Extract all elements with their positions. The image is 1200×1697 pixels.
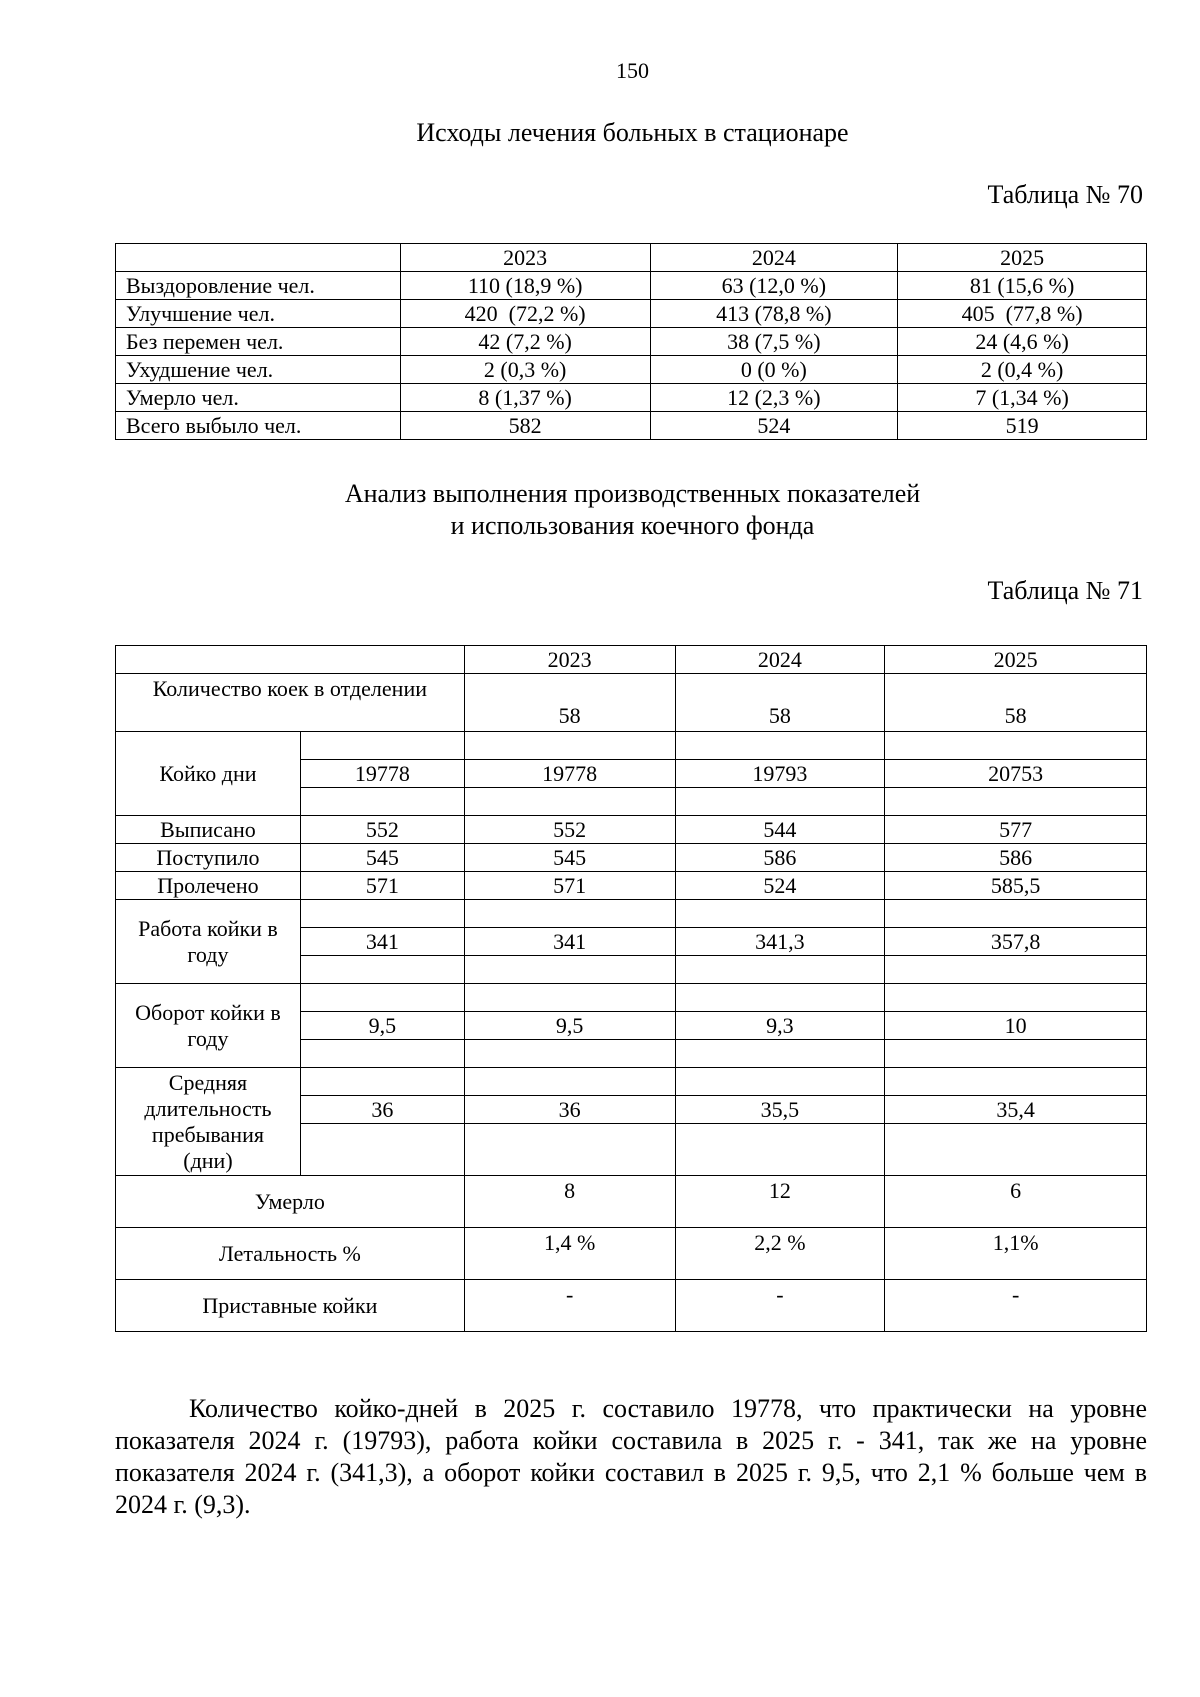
table-cell xyxy=(464,788,675,816)
table-cell: 1,1% xyxy=(885,1228,1147,1280)
table-cell: 545 xyxy=(464,844,675,872)
table-cell: 341,3 xyxy=(675,928,885,956)
table-cell xyxy=(300,1124,464,1176)
table-row xyxy=(116,1228,1147,1280)
row-label: Летальность % xyxy=(116,1228,465,1280)
bed-fund-table xyxy=(115,645,1147,1332)
table-cell: 582 xyxy=(400,412,650,440)
table-cell: 7 (1,34 %) xyxy=(898,384,1147,412)
table-cell: 9,3 xyxy=(675,1012,885,1040)
table-cell xyxy=(885,956,1147,984)
table-cell: 413 (78,8 %) xyxy=(650,300,898,328)
label-line: (дни) xyxy=(183,1147,233,1173)
table-cell: 58 xyxy=(885,674,1147,732)
table-cell xyxy=(300,1068,464,1096)
table-cell: 81 (15,6 %) xyxy=(898,272,1147,300)
table-cell: 24 (4,6 %) xyxy=(898,328,1147,356)
table-row xyxy=(116,272,1147,300)
table-cell: 577 xyxy=(885,816,1147,844)
row-label xyxy=(116,900,301,984)
label-line: длительность xyxy=(144,1095,272,1121)
table-cell xyxy=(464,1068,675,1096)
row-label: Всего выбыло чел. xyxy=(116,412,401,440)
table-cell xyxy=(885,1068,1147,1096)
row-label: Умерло xyxy=(116,1176,465,1228)
row-label: Количество коек в отделении xyxy=(116,674,465,732)
table-row xyxy=(116,674,1147,732)
table-row xyxy=(116,1068,1147,1096)
table-cell: 12 (2,3 %) xyxy=(650,384,898,412)
table-cell xyxy=(885,732,1147,760)
table-cell: - xyxy=(885,1280,1147,1332)
row-label: Умерло чел. xyxy=(116,384,401,412)
table-cell: 524 xyxy=(650,412,898,440)
table-cell: 38 (7,5 %) xyxy=(650,328,898,356)
table-cell: 8 xyxy=(464,1176,675,1228)
table-cell: 357,8 xyxy=(885,928,1147,956)
row-label: Пролечено xyxy=(116,872,301,900)
header-cell: 2023 xyxy=(400,244,650,272)
label-line: Работа койки в xyxy=(138,915,278,941)
table-cell: 586 xyxy=(675,844,885,872)
table-cell xyxy=(300,732,464,760)
table-cell xyxy=(675,984,885,1012)
table-row xyxy=(116,1176,1147,1228)
table-row xyxy=(116,900,1147,928)
row-label: Выздоровление чел. xyxy=(116,272,401,300)
table-cell: 110 (18,9 %) xyxy=(400,272,650,300)
label-line: году xyxy=(187,1025,229,1051)
table-cell: 1,4 % xyxy=(464,1228,675,1280)
table-cell: 20753 xyxy=(885,760,1147,788)
table-cell xyxy=(675,1040,885,1068)
table-row xyxy=(116,328,1147,356)
table-cell xyxy=(464,956,675,984)
label-line: году xyxy=(187,941,229,967)
table-cell: 6 xyxy=(885,1176,1147,1228)
table-cell: 19778 xyxy=(300,760,464,788)
table-cell xyxy=(675,788,885,816)
table-cell xyxy=(885,900,1147,928)
header-cell: 2025 xyxy=(898,244,1147,272)
table-cell: 35,5 xyxy=(675,1096,885,1124)
table-cell xyxy=(885,984,1147,1012)
table-cell: 544 xyxy=(675,816,885,844)
row-label: Без перемен чел. xyxy=(116,328,401,356)
table-row xyxy=(116,844,1147,872)
summary-paragraph xyxy=(115,1393,1147,1521)
table-cell xyxy=(885,788,1147,816)
row-label: Приставные койки xyxy=(116,1280,465,1332)
table-header-row xyxy=(116,244,1147,272)
table-cell: 2,2 % xyxy=(675,1228,885,1280)
table-cell: 552 xyxy=(300,816,464,844)
header-cell: 2024 xyxy=(675,646,885,674)
header-cell: 2024 xyxy=(650,244,898,272)
table-cell: 42 (7,2 %) xyxy=(400,328,650,356)
table-cell: 36 xyxy=(300,1096,464,1124)
table-cell: 36 xyxy=(464,1096,675,1124)
table-cell: 8 (1,37 %) xyxy=(400,384,650,412)
table-row xyxy=(116,732,1147,760)
label-line: пребывания xyxy=(151,1121,264,1147)
table-cell: 58 xyxy=(675,674,885,732)
table-cell xyxy=(300,900,464,928)
table-cell: 586 xyxy=(885,844,1147,872)
table-cell: 420 (72,2 %) xyxy=(400,300,650,328)
header-cell: 2025 xyxy=(885,646,1147,674)
table-cell xyxy=(464,732,675,760)
table-cell: 2 (0,3 %) xyxy=(400,356,650,384)
table-cell xyxy=(464,984,675,1012)
table-row xyxy=(116,412,1147,440)
section-title-bed-analysis xyxy=(0,478,1200,542)
table-cell xyxy=(885,1040,1147,1068)
table-row xyxy=(116,1280,1147,1332)
label-line: Оборот койки в xyxy=(135,999,281,1025)
row-label: Койко дни xyxy=(116,732,301,816)
table-cell xyxy=(885,1124,1147,1176)
table-row xyxy=(116,384,1147,412)
table-cell: 585,5 xyxy=(885,872,1147,900)
table-cell: 9,5 xyxy=(300,1012,464,1040)
row-label: Улучшение чел. xyxy=(116,300,401,328)
row-label: Выписано xyxy=(116,816,301,844)
table-label-70: Таблица № 70 xyxy=(987,180,1143,209)
table-cell: 12 xyxy=(675,1176,885,1228)
table-cell: 58 xyxy=(464,674,675,732)
table-cell: 405 (77,8 %) xyxy=(898,300,1147,328)
table-header-row xyxy=(116,646,1147,674)
header-cell xyxy=(116,646,465,674)
table-cell: 341 xyxy=(464,928,675,956)
table-cell: 341 xyxy=(300,928,464,956)
table-row xyxy=(116,816,1147,844)
header-cell xyxy=(116,244,401,272)
table-cell: 552 xyxy=(464,816,675,844)
section-title-outcomes: Исходы лечения больных в стационаре xyxy=(416,118,849,147)
table-cell xyxy=(675,1068,885,1096)
table-cell xyxy=(300,788,464,816)
table-cell: 9,5 xyxy=(464,1012,675,1040)
header-cell: 2023 xyxy=(464,646,675,674)
row-label xyxy=(116,1068,301,1176)
row-label: Ухудшение чел. xyxy=(116,356,401,384)
table-cell xyxy=(464,1124,675,1176)
table-cell: 2 (0,4 %) xyxy=(898,356,1147,384)
table-cell: 0 (0 %) xyxy=(650,356,898,384)
table-cell xyxy=(675,900,885,928)
summary-text: Количество койко-дней в 2025 г. составило 19778, что практически на уровне показателя 2024 г. (19793), работа койки составила в 2025 г. - 341, так же на уровне показателя 2024 г. (341,3), а оборот койки составил в 2025 г. 9,5, что 2,1 % больше чем в 2024 г. (9,3). xyxy=(115,1394,1147,1519)
table-cell xyxy=(464,900,675,928)
table-row xyxy=(116,984,1147,1012)
page-number: 150 xyxy=(616,58,649,83)
table-cell: 519 xyxy=(898,412,1147,440)
table-cell xyxy=(300,1040,464,1068)
table-cell xyxy=(464,1040,675,1068)
table-label-71: Таблица № 71 xyxy=(987,576,1143,605)
title-line: и использования коечного фонда xyxy=(450,511,815,540)
table-cell xyxy=(300,956,464,984)
table-cell: 19778 xyxy=(464,760,675,788)
table-row xyxy=(116,356,1147,384)
table-row xyxy=(116,872,1147,900)
table-cell: - xyxy=(464,1280,675,1332)
table-cell: 524 xyxy=(675,872,885,900)
row-label: Поступило xyxy=(116,844,301,872)
label-line: Средняя xyxy=(168,1069,248,1095)
table-cell xyxy=(675,732,885,760)
table-cell: 19793 xyxy=(675,760,885,788)
table-cell: 571 xyxy=(300,872,464,900)
row-label xyxy=(116,984,301,1068)
table-cell: 63 (12,0 %) xyxy=(650,272,898,300)
table-cell: 571 xyxy=(464,872,675,900)
title-line: Анализ выполнения производственных показателей xyxy=(344,479,921,508)
table-cell: - xyxy=(675,1280,885,1332)
table-cell: 10 xyxy=(885,1012,1147,1040)
table-cell: 545 xyxy=(300,844,464,872)
table-cell xyxy=(300,984,464,1012)
table-cell xyxy=(675,956,885,984)
table-row xyxy=(116,300,1147,328)
outcomes-table xyxy=(115,243,1147,440)
table-cell xyxy=(675,1124,885,1176)
table-cell: 35,4 xyxy=(885,1096,1147,1124)
